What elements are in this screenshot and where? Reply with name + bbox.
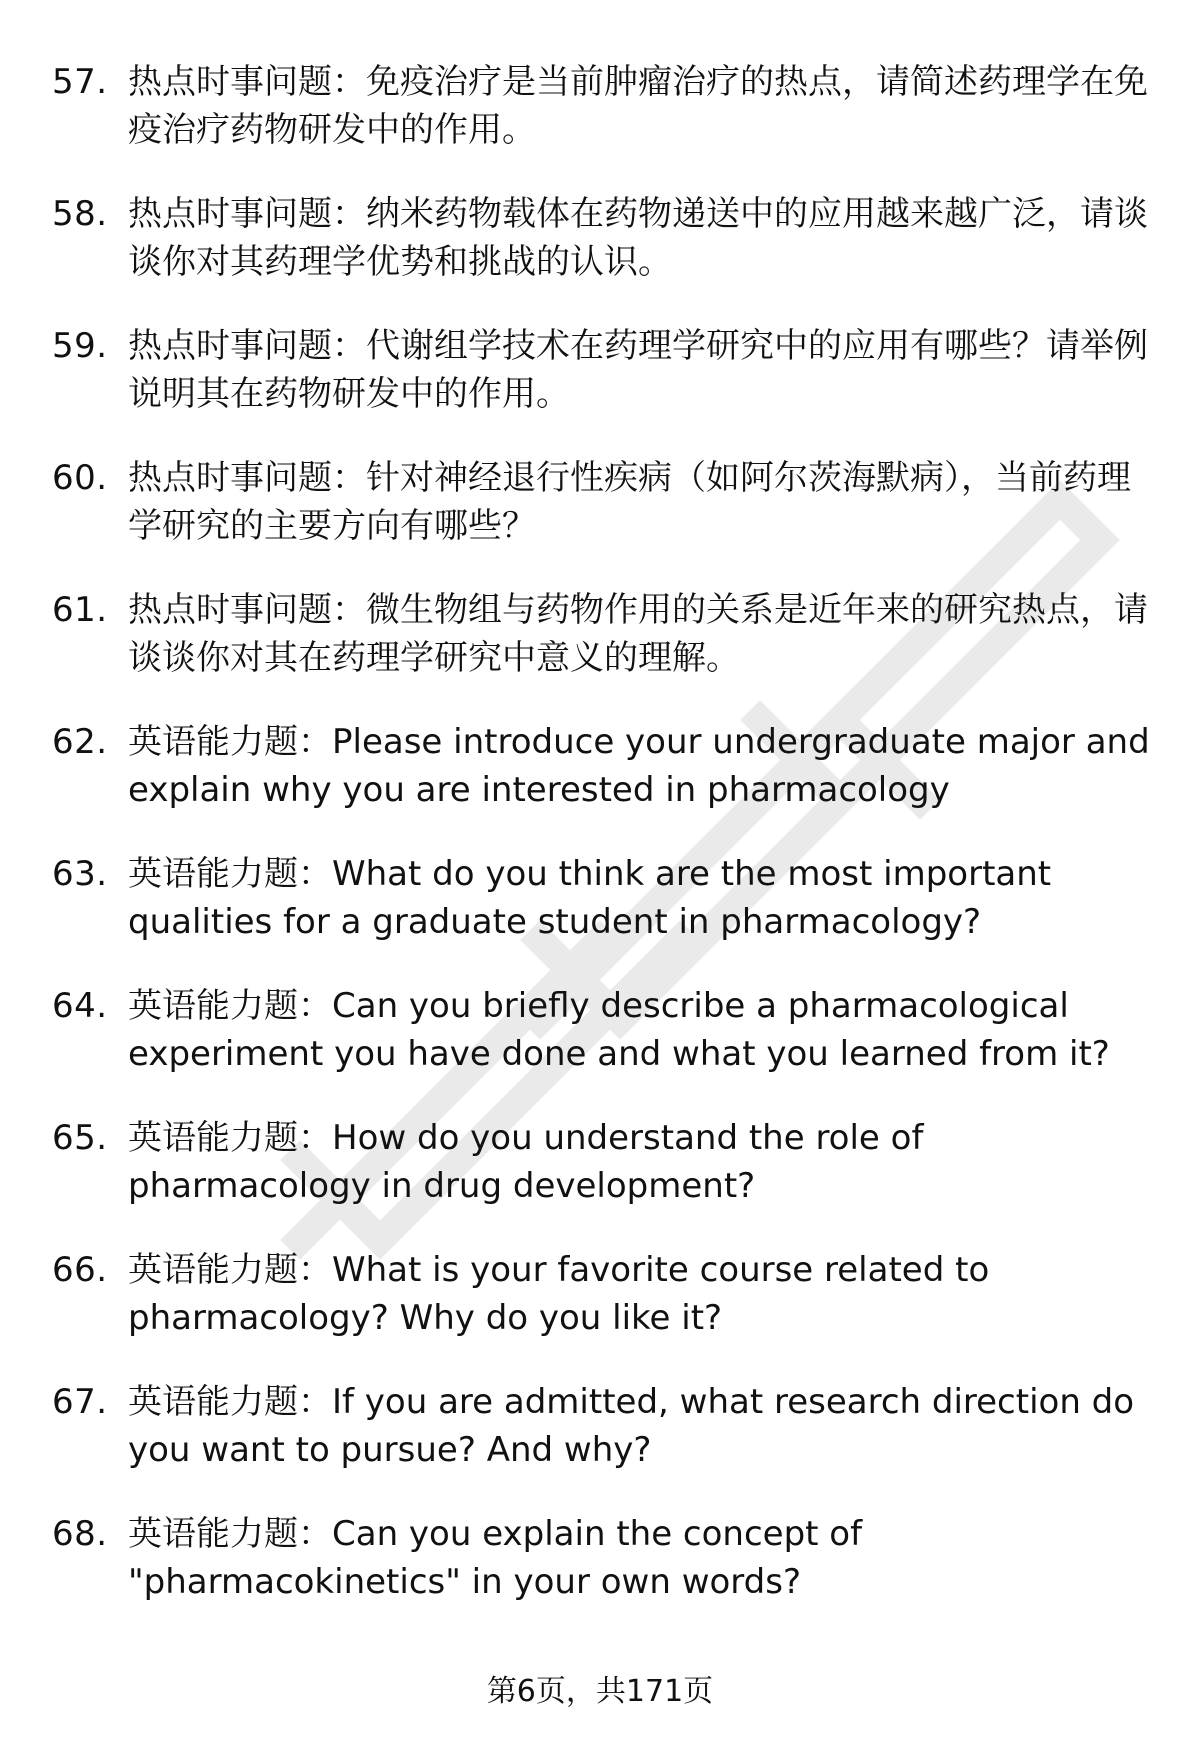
question-text: 纳米药物载体在药物递送中的应用越来越广泛，请谈谈你对其药理学优势和挑战的认识。 bbox=[128, 194, 1148, 282]
question-item bbox=[0, 190, 1200, 322]
question-category: 英语能力题： bbox=[128, 854, 332, 894]
question-number: 57. bbox=[52, 62, 108, 102]
question-item bbox=[0, 1378, 1200, 1510]
question-category: 热点时事问题： bbox=[128, 326, 366, 366]
question-category: 英语能力题： bbox=[128, 1250, 332, 1290]
question-item bbox=[0, 1246, 1200, 1378]
question-category: 英语能力题： bbox=[128, 1118, 332, 1158]
question-text: Can you explain the concept of "pharmacokinetics" in your own words? bbox=[128, 1514, 863, 1602]
question-number: 62. bbox=[52, 722, 108, 762]
question-category: 热点时事问题： bbox=[128, 458, 366, 498]
question-number: 59. bbox=[52, 326, 108, 366]
question-text-block bbox=[128, 454, 1163, 550]
question-text-block bbox=[128, 1378, 1163, 1474]
question-number: 66. bbox=[52, 1250, 108, 1290]
question-text-block bbox=[128, 982, 1163, 1078]
question-text-block bbox=[128, 850, 1163, 946]
question-text: Can you briefly describe a pharmacological experiment you have done and what you learned from it? bbox=[128, 986, 1110, 1074]
question-item bbox=[0, 454, 1200, 586]
page-footer: 第6页，共171页 bbox=[486, 1674, 714, 1709]
question-number: 63. bbox=[52, 854, 108, 894]
question-text: 微生物组与药物作用的关系是近年来的研究热点，请谈谈你对其在药理学研究中意义的理解。 bbox=[128, 590, 1148, 678]
question-text: 针对神经退行性疾病（如阿尔茨海默病），当前药理学研究的主要方向有哪些？ bbox=[128, 458, 1131, 546]
question-item bbox=[0, 586, 1200, 718]
question-number: 67. bbox=[52, 1382, 108, 1422]
question-item bbox=[0, 982, 1200, 1114]
question-category: 英语能力题： bbox=[128, 722, 332, 762]
question-number: 60. bbox=[52, 458, 108, 498]
question-category: 英语能力题： bbox=[128, 1514, 332, 1554]
question-text-block bbox=[128, 718, 1163, 814]
question-text: Please introduce your undergraduate major and explain why you are interested in pharmacology bbox=[128, 722, 1150, 810]
question-item bbox=[0, 1114, 1200, 1246]
question-category: 英语能力题： bbox=[128, 986, 332, 1026]
question-item bbox=[0, 1510, 1200, 1642]
question-category: 热点时事问题： bbox=[128, 62, 366, 102]
question-number: 64. bbox=[52, 986, 108, 1026]
question-text-block bbox=[128, 190, 1163, 286]
question-text: If you are admitted, what research direction do you want to pursue? And why? bbox=[128, 1382, 1135, 1470]
question-number: 61. bbox=[52, 590, 108, 630]
question-text: What is your favorite course related to pharmacology? Why do you like it? bbox=[128, 1250, 990, 1338]
question-category: 英语能力题： bbox=[128, 1382, 332, 1422]
question-text-block bbox=[128, 322, 1163, 418]
question-text-block bbox=[128, 1510, 1163, 1606]
question-number: 68. bbox=[52, 1514, 108, 1554]
question-number: 58. bbox=[52, 194, 108, 234]
question-item bbox=[0, 718, 1200, 850]
question-text-block bbox=[128, 1246, 1163, 1342]
question-text: 代谢组学技术在药理学研究中的应用有哪些？请举例说明其在药物研发中的作用。 bbox=[128, 326, 1148, 414]
question-category: 热点时事问题： bbox=[128, 194, 366, 234]
question-text-block bbox=[128, 586, 1163, 682]
question-number: 65. bbox=[52, 1118, 108, 1158]
question-text-block bbox=[128, 58, 1163, 154]
question-text-block bbox=[128, 1114, 1163, 1210]
question-text: What do you think are the most important qualities for a graduate student in pharmacology? bbox=[128, 854, 1052, 942]
question-text: How do you understand the role of pharmacology in drug development? bbox=[128, 1118, 924, 1206]
question-item bbox=[0, 850, 1200, 982]
question-list bbox=[0, 58, 1200, 1642]
question-item bbox=[0, 322, 1200, 454]
question-item bbox=[0, 58, 1200, 190]
question-category: 热点时事问题： bbox=[128, 590, 366, 630]
question-text: 免疫治疗是当前肿瘤治疗的热点，请简述药理学在免疫治疗药物研发中的作用。 bbox=[128, 62, 1148, 150]
